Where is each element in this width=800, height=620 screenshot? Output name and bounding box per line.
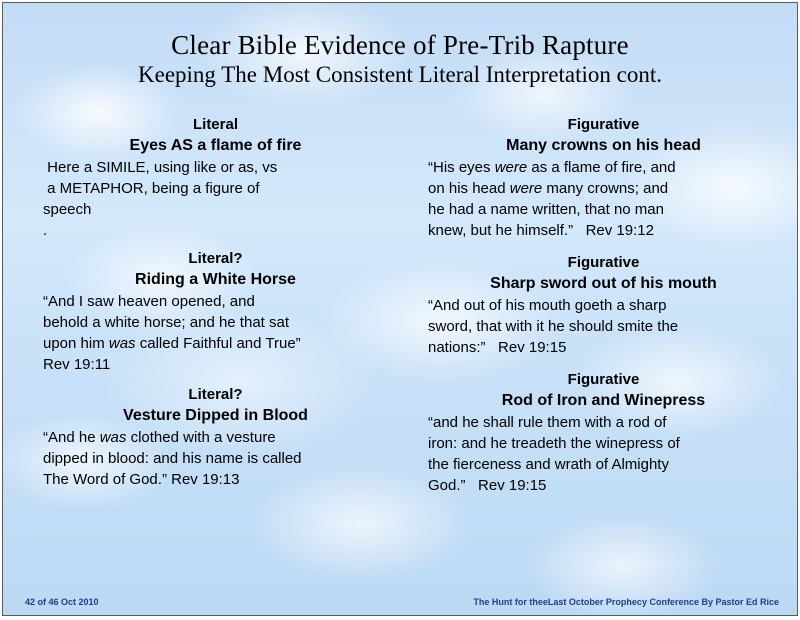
right-block-1-body — [428, 157, 779, 241]
left-block-1-kind: Literal — [192, 116, 238, 133]
right-block-3-body-line-3: the fierceness and wrath of Almighty — [428, 456, 669, 473]
left-block-1-heading: Eyes AS a flame of fire — [129, 137, 302, 154]
left-block-2-body-line-4: Rev 19:11 — [43, 356, 111, 373]
left-block-2-body — [43, 291, 388, 375]
right-block-3 — [428, 370, 779, 496]
left-block-1-body — [43, 157, 388, 220]
right-block-3-body-line-1: “and he shall rule them with a rod of — [428, 414, 667, 431]
left-block-2-kind: Literal? — [188, 250, 243, 267]
right-block-2 — [428, 253, 779, 358]
right-block-2-body-line-1: “And out of his mouth goeth a sharp — [428, 297, 667, 314]
title-line-2: Keeping The Most Consistent Literal Interpretation cont. — [138, 62, 662, 87]
right-block-3-heading: Rod of Iron and Winepress — [501, 392, 706, 409]
title-line-1: Clear Bible Evidence of Pre-Trib Rapture — [171, 30, 629, 60]
right-block-1-body-line-1: “His eyes were as a flame of fire, and — [428, 159, 676, 176]
right-block-2-kind: Figurative — [567, 254, 640, 271]
left-block-2-body-line-2: behold a white horse; and he that sat — [43, 314, 290, 331]
right-block-1-heading: Many crowns on his head — [506, 137, 701, 154]
right-block-1-body-line-3: he had a name written, that no man — [428, 201, 664, 218]
right-block-3-body — [428, 412, 779, 496]
right-block-1-body-line-2: on his head were many crowns; and — [428, 180, 669, 197]
slide-canvas — [2, 2, 798, 616]
left-block-2-body-line-3: upon him was called Faithful and True” — [43, 335, 301, 352]
left-block-1-body-line-1: Here a SIMILE, using like or as, vs — [43, 159, 278, 176]
right-block-1-body-line-4: knew, but he himself.” Rev 19:12 — [428, 222, 654, 239]
left-block-3-kind: Literal? — [188, 386, 243, 403]
left-block-3 — [43, 385, 388, 490]
left-block-3-body-line-2: dipped in blood: and his name is called — [43, 450, 302, 467]
right-block-3-kind: Figurative — [567, 371, 640, 388]
right-block-1-kind: Figurative — [567, 116, 640, 133]
slide-footer — [3, 593, 797, 607]
left-block-3-body — [43, 427, 388, 490]
right-block-2-body-line-3: nations:” Rev 19:15 — [428, 339, 567, 356]
footer-attribution: The Hunt for theeLast October Prophecy Conference By Pastor Ed Rice — [473, 597, 779, 607]
left-block-2-heading: Riding a White Horse — [135, 271, 296, 288]
right-block-2-body — [428, 295, 779, 358]
left-block-1 — [43, 115, 388, 241]
left-block-2-body-line-1: “And I saw heaven opened, and — [43, 293, 255, 310]
left-block-1-body-line-3: speech — [43, 201, 92, 218]
left-block-3-body-line-3: The Word of God.” Rev 19:13 — [43, 471, 240, 488]
left-column — [3, 115, 400, 502]
right-column — [400, 115, 797, 502]
right-block-1 — [428, 115, 779, 241]
right-block-3-body-line-4: God.” Rev 19:15 — [428, 477, 547, 494]
right-block-2-body-line-2: sword, that with it he should smite the — [428, 318, 679, 335]
slide-title — [3, 3, 797, 89]
right-block-2-heading: Sharp sword out of his mouth — [490, 275, 717, 292]
content-columns — [3, 115, 797, 502]
footer-slide-number: 42 of 46 Oct 2010 — [25, 597, 99, 607]
right-block-3-body-line-2: iron: and he treadeth the winepress of — [428, 435, 680, 452]
left-block-1-body-line-2: a METAPHOR, being a figure of — [43, 180, 260, 197]
left-block-1-trailing-marker: . — [43, 222, 48, 239]
left-block-3-heading: Vesture Dipped in Blood — [123, 407, 308, 424]
left-block-3-body-line-1: “And he was clothed with a vesture — [43, 429, 276, 446]
left-block-2 — [43, 249, 388, 375]
